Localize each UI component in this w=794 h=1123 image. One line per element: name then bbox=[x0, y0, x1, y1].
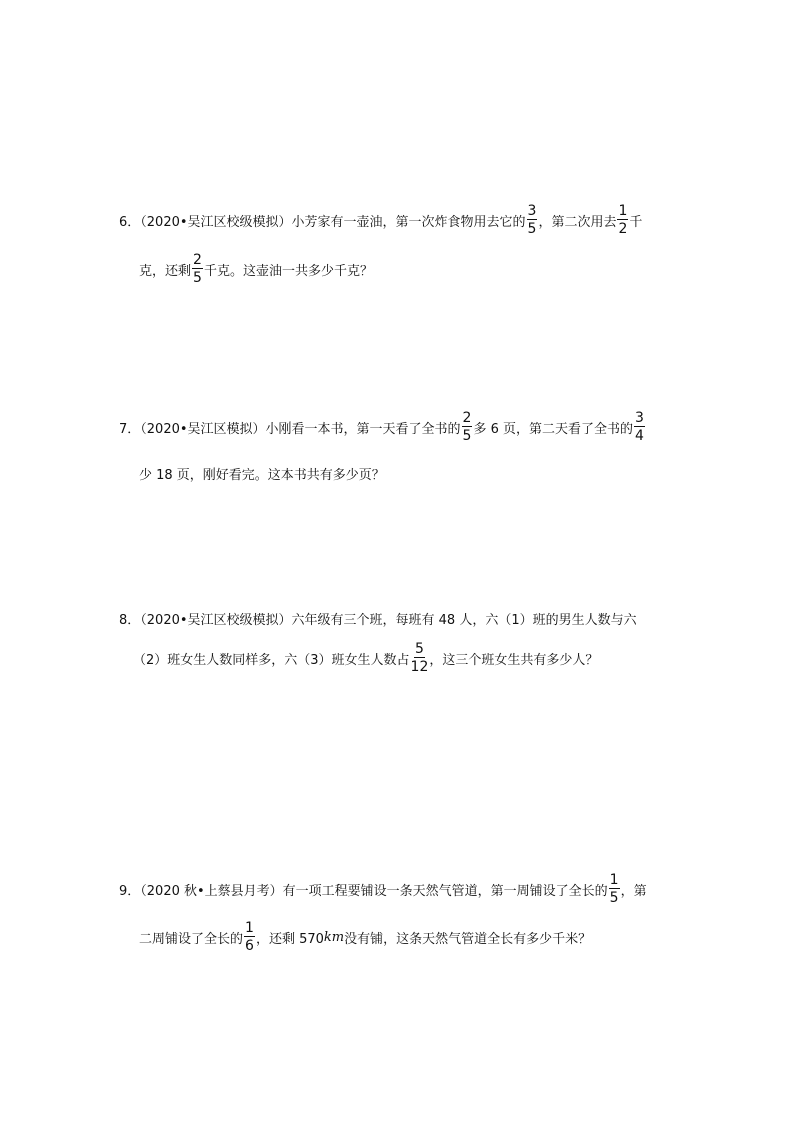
problem-9-line-1 bbox=[119, 869, 647, 909]
fraction: $\frac{2}{5}$ bbox=[462, 410, 472, 444]
text: 9．（2020 秋•上蔡县月考）有一项工程要铺设一条天然气管道，第一周铺设了全长的 bbox=[119, 883, 608, 899]
text: 克，还剩 bbox=[139, 263, 192, 279]
text: ，第 bbox=[620, 883, 647, 899]
problem-7-line-1 bbox=[119, 407, 646, 447]
text: 没有铺，这条天然气管道全长有多少千米？ bbox=[344, 931, 592, 947]
text: 6．（2020•吴江区校级模拟）小芳家有一壶油，第一次炸食物用去它的 bbox=[119, 214, 526, 230]
text: ，还剩 570 bbox=[255, 931, 324, 947]
problem-6-line-1 bbox=[119, 200, 642, 240]
fraction: $\frac{1}{5}$ bbox=[609, 872, 619, 906]
text: ，第二次用去 bbox=[538, 214, 617, 230]
fraction: $\frac{3}{5}$ bbox=[527, 203, 537, 237]
problem-6-line-2 bbox=[139, 249, 373, 289]
text: 多 6 页，第二天看了全书的 bbox=[473, 421, 633, 437]
problem-7-line-2 bbox=[139, 453, 385, 493]
problem-8-line-1 bbox=[119, 598, 637, 638]
fraction: $\frac{2}{5}$ bbox=[193, 252, 202, 286]
problem-8-line-2 bbox=[133, 638, 598, 678]
fraction: $\frac{1}{6}$ bbox=[245, 920, 254, 954]
fraction: $\frac{3}{4}$ bbox=[635, 410, 644, 444]
text: 千克。这壶油一共多少千克？ bbox=[203, 263, 373, 279]
text: 7．（2020•吴江区模拟）小刚看一本书，第一天看了全书的 bbox=[119, 421, 461, 437]
text: 8．（2020•吴江区校级模拟）六年级有三个班，每班有 48 人，六（1）班的男生人数与六 bbox=[119, 612, 637, 628]
fraction: $\frac{5}{12}$ bbox=[410, 641, 429, 675]
problem-9-line-2 bbox=[139, 917, 591, 957]
text: 千 bbox=[629, 214, 643, 230]
text: 少 18 页，刚好看完。这本书共有多少页？ bbox=[139, 467, 385, 483]
text: （2）班女生人数同样多，六（3）班女生人数占 bbox=[133, 652, 410, 668]
fraction: $\frac{1}{2}$ bbox=[618, 203, 628, 237]
text: 二周铺设了全长的 bbox=[139, 931, 244, 947]
text: ，这三个班女生共有多少人？ bbox=[429, 652, 599, 668]
unit-km: km bbox=[323, 929, 345, 945]
